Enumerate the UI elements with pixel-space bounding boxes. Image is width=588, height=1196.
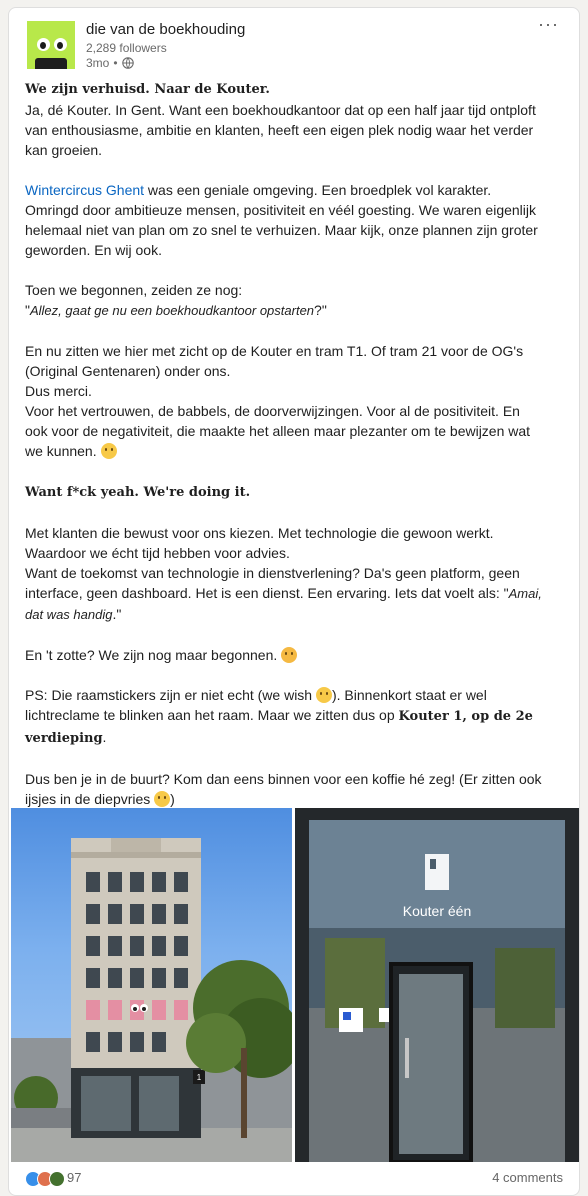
paragraph-4 xyxy=(25,341,545,461)
photo-grid[interactable] xyxy=(11,808,579,1162)
paragraph-6-line-1: Met klanten die bewust voor ons kiezen. Met technologie die gewoon werkt. Waardoor we écht tijd hebben voor advies. xyxy=(25,525,494,561)
post-time: 3mo xyxy=(86,56,110,70)
company-logo[interactable] xyxy=(27,21,75,69)
paragraph-4-line-1: En nu zitten we hier met zicht op de Kouter en tram T1. Of tram 21 voor de OG's (Original Gentenaren) onder ons. xyxy=(25,343,524,379)
quote-open: " xyxy=(25,302,30,318)
celebrate-reaction-icon xyxy=(49,1171,65,1187)
logo-right-eye-icon xyxy=(54,38,67,51)
paragraph-6 xyxy=(25,523,545,625)
quote-handig: Amai, dat was handig xyxy=(25,586,542,622)
building-sign-text: 1 xyxy=(196,1073,202,1082)
globe-icon xyxy=(122,57,134,69)
paragraph-1-text: Ja, dé Kouter. In Gent. Want een boekhoudkantoor dat op een half jaar tijd ontploft van enthousiasme, ambitie en klanten, heeft een eigen plek nodig waar het verder kan groeien. xyxy=(25,102,536,158)
wink-emoji-icon xyxy=(101,443,117,459)
mind-blown-emoji-icon xyxy=(281,647,297,663)
sad-emoji-icon xyxy=(316,687,332,703)
paragraph-3 xyxy=(25,280,545,321)
paragraph-8-text-2: ). Binnenkort staat er wel lichtreclame te blinken aan het raam. Maar we zitten dus op xyxy=(25,687,487,723)
paragraph-1 xyxy=(25,78,545,160)
quote-close: ?" xyxy=(314,302,327,318)
follower-count: 2,289 followers xyxy=(86,41,167,55)
logo-mouth-shape xyxy=(35,58,67,69)
comments-link[interactable]: 4 comments xyxy=(492,1170,563,1185)
paragraph-7 xyxy=(25,645,545,665)
paragraph-5 xyxy=(25,481,545,503)
kouter-een-sign: Kouter één xyxy=(402,903,472,919)
quote-text: Allez, gaat ge nu een boekhoudkantoor opstarten xyxy=(29,303,315,318)
post-meta xyxy=(86,56,134,70)
paragraph-2 xyxy=(25,180,545,260)
paragraph-7-text: En 't zotte? We zijn nog maar begonnen. xyxy=(25,647,278,663)
paragraph-9-end: ) xyxy=(170,791,175,807)
wink-emoji-icon xyxy=(154,791,170,807)
paragraph-4-line-3: Voor het vertrouwen, de babbels, de doorverwijzingen. Voor al de positiviteit. En ook voor de negativiteit, die maakte het alleen maar plezanter om te bewijzen wat we kunnen. xyxy=(25,403,531,459)
quote-handig-close: ." xyxy=(112,606,122,622)
paragraph-3-line: Toen we begonnen, zeiden ze nog: xyxy=(25,282,243,298)
logo-left-eye-icon xyxy=(37,38,50,51)
author-name[interactable]: die van de boekhouding xyxy=(86,21,246,38)
building-photo[interactable] xyxy=(11,808,292,1162)
meta-separator: • xyxy=(113,56,118,70)
paragraph-4-line-2: Dus merci. xyxy=(25,383,92,399)
entrance-photo[interactable] xyxy=(295,808,579,1162)
paragraph-8-end: . xyxy=(102,729,107,745)
post-card xyxy=(8,7,580,1196)
paragraph-8-text: PS: Die raamstickers zijn er niet echt (we wish xyxy=(25,687,316,703)
post-body xyxy=(25,78,545,809)
more-options-button[interactable]: ··· xyxy=(538,14,559,34)
entrance-illustration xyxy=(295,808,579,1162)
post-footer xyxy=(25,1169,563,1189)
paragraph-9 xyxy=(25,769,545,809)
paragraph-8 xyxy=(25,685,545,749)
heading-doing-it: Want f*ck yeah. We're doing it. xyxy=(25,485,251,500)
wintercircus-link[interactable]: Wintercircus Ghent xyxy=(25,182,145,198)
paragraph-9-text: Dus ben je in de buurt? Kom dan eens binnen voor een koffie hé zeg! (Er zitten ook ijsjes in de diepvries xyxy=(25,771,542,807)
reactions-count[interactable]: 97 xyxy=(67,1170,82,1185)
paragraph-2-text: was een geniale omgeving. Een broedplek vol karakter. Omringd door ambitieuze mensen, positiviteit en véél goesting. We waren eigenlijk helemaal niet van plan om zo snel te verhuizen. Maar kijk, onze plannen zijn groter geworden. En wij ook. xyxy=(25,182,538,258)
reaction-icons[interactable] xyxy=(25,1171,61,1187)
address-bold: Kouter 1, op de 2e verdieping xyxy=(25,709,533,746)
heading-moved: We zijn verhuisd. Naar de Kouter. xyxy=(25,82,270,97)
paragraph-6-line-2: Want de toekomst van technologie in dienstverlening? Da's geen platform, geen interface, geen dashboard. Het is een dienst. Een ervaring. Iets dat voelt als: " xyxy=(25,565,520,601)
building-illustration xyxy=(11,808,292,1162)
